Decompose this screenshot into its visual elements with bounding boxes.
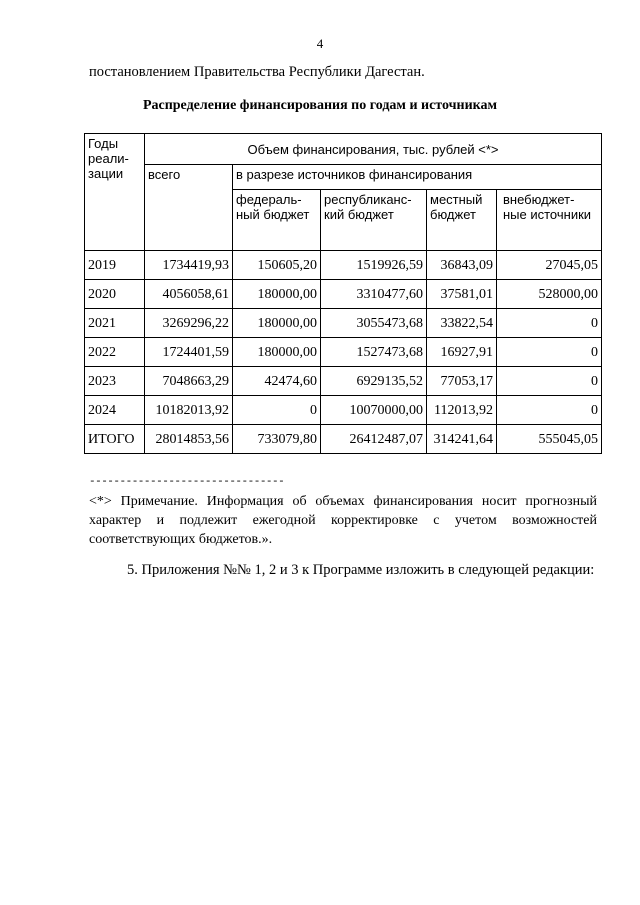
cell-republic: 1527473,68 <box>321 338 427 367</box>
header-federal: федераль-ный бюджет <box>233 190 321 251</box>
cell-extra: 0 <box>497 309 602 338</box>
financing-table <box>84 133 602 454</box>
cell-extra: 528000,00 <box>497 280 602 309</box>
cell-year: 2023 <box>85 367 145 396</box>
cell-year: 2020 <box>85 280 145 309</box>
page-number: 4 <box>316 36 324 51</box>
cell-federal: 42474,60 <box>233 367 321 396</box>
cell-federal: 150605,20 <box>233 251 321 280</box>
table-row <box>85 338 602 367</box>
cell-republic: 3310477,60 <box>321 280 427 309</box>
header-total: всего <box>145 165 233 251</box>
header-years: Годы реали-зации <box>85 134 145 251</box>
table-title: Распределение финансирования по годам и источникам <box>142 98 498 113</box>
cell-federal: 180000,00 <box>233 338 321 367</box>
table-row <box>85 280 602 309</box>
table-row <box>85 309 602 338</box>
cell-total: 1734419,93 <box>145 251 233 280</box>
cell-local: 314241,64 <box>427 425 497 454</box>
cell-year: 2022 <box>85 338 145 367</box>
cell-total: 10182013,92 <box>145 396 233 425</box>
cell-republic: 10070000,00 <box>321 396 427 425</box>
cell-republic: 6929135,52 <box>321 367 427 396</box>
cell-total: 28014853,56 <box>145 425 233 454</box>
cell-local: 77053,17 <box>427 367 497 396</box>
cell-total: 3269296,22 <box>145 309 233 338</box>
cell-republic: 3055473,68 <box>321 309 427 338</box>
table-row <box>85 396 602 425</box>
cell-extra: 0 <box>497 396 602 425</box>
cell-total: 1724401,59 <box>145 338 233 367</box>
header-extra: внебюджет-ные источники <box>497 190 602 251</box>
cell-local: 37581,01 <box>427 280 497 309</box>
cell-total: 7048663,29 <box>145 367 233 396</box>
cell-year: 2021 <box>85 309 145 338</box>
header-republic: республиканс-кий бюджет <box>321 190 427 251</box>
cell-republic: 1519926,59 <box>321 251 427 280</box>
cell-total: 4056058,61 <box>145 280 233 309</box>
cell-extra: 555045,05 <box>497 425 602 454</box>
cell-year: 2019 <box>85 251 145 280</box>
cell-local: 16927,91 <box>427 338 497 367</box>
header-volume: Объем финансирования, тыс. рублей <*> <box>145 134 602 165</box>
cell-republic: 26412487,07 <box>321 425 427 454</box>
cell-year: 2024 <box>85 396 145 425</box>
table-row <box>85 367 602 396</box>
cell-extra: 0 <box>497 367 602 396</box>
cell-federal: 733079,80 <box>233 425 321 454</box>
header-sources: в разрезе источников финансирования <box>233 165 602 190</box>
cell-extra: 0 <box>497 338 602 367</box>
header-local: местный бюджет <box>427 190 497 251</box>
table-row <box>85 251 602 280</box>
footnote: <*> Примечание. Информация об объемах финансирования носит прогнозный характер и подлежит ежегодной корректировке с учетом возможностей соответствующих бюджетов.». <box>89 494 597 547</box>
table-body <box>85 251 602 454</box>
cell-federal: 0 <box>233 396 321 425</box>
cell-local: 36843,09 <box>427 251 497 280</box>
paragraph-5: 5. Приложения №№ 1, 2 и 3 к Программе изложить в следующей редакции: <box>127 562 595 578</box>
cell-year: ИТОГО <box>85 425 145 454</box>
cell-local: 33822,54 <box>427 309 497 338</box>
cell-federal: 180000,00 <box>233 280 321 309</box>
table-row <box>85 425 602 454</box>
intro-text: постановлением Правительства Республики Дагестан. <box>89 64 425 80</box>
footnote-divider: -------------------------------- <box>89 476 285 488</box>
cell-extra: 27045,05 <box>497 251 602 280</box>
cell-local: 112013,92 <box>427 396 497 425</box>
cell-federal: 180000,00 <box>233 309 321 338</box>
